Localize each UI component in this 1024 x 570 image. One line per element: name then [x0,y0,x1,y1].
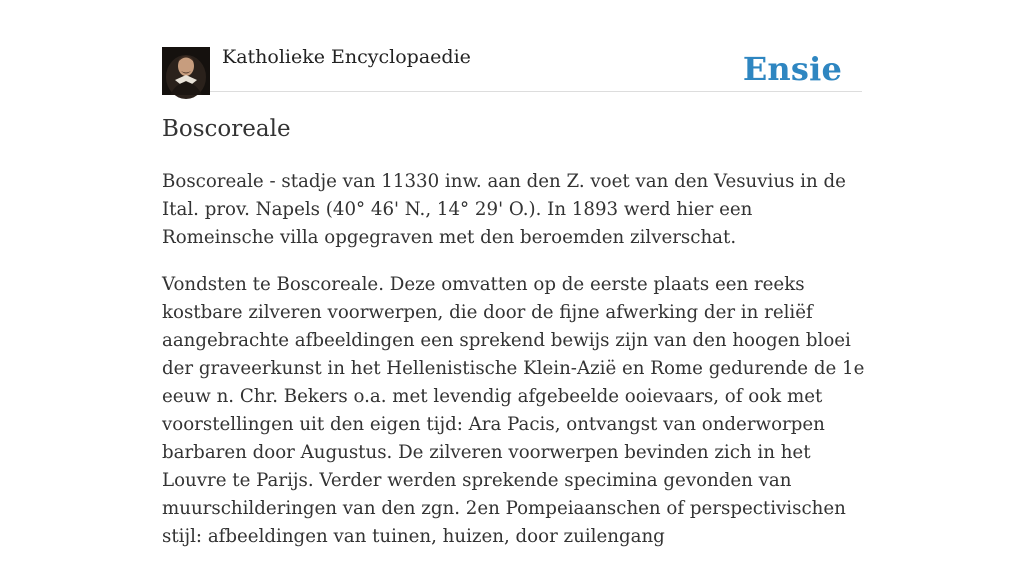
article-title: Boscoreale [162,116,291,142]
article-body [162,168,868,570]
site-header [162,0,862,92]
article-paragraph: Boscoreale - stadje van 11330 inw. aan den Z. voet van den Vesuvius in de Ital. prov. Napels (40° 46' N., 14° 29' O.). In 1893 werd hier een Romeinsche villa opgegraven met den beroemden zilverschat. [162,171,846,248]
site-name[interactable]: Katholieke Encyclopaedie [222,46,471,68]
page-container [162,0,865,547]
article-paragraph: Vondsten te Boscoreale. Deze omvatten op de eerste plaats een reeks kostbare zilveren voorwerpen, die door de fijne afwerking der in reliëf aangebrachte afbeeldingen een sprekend bewijs zijn van den hoogen bloei der graveerkunst in het Hellenistische Klein-Azië en Rome gedurende de 1e eeuw n. Chr. Bekers o.a. met levendig afgebeelde ooievaars, of ook met voorstellingen uit den eigen tijd: Ara Pacis, ontvangst van onderworpen barbaren door Augustus. De zilveren voorwerpen bevinden zich in het Louvre te Parijs. Verder werden sprekende specimina gevonden van muurschilderingen van den zgn. 2en Pompeiaanschen of perspectivischen stijl: afbeeldingen van tuinen, huizen, door zuilengang [162,274,865,547]
brand-logo[interactable]: Ensie [742,50,842,88]
portrait-avatar-icon[interactable] [162,47,210,95]
